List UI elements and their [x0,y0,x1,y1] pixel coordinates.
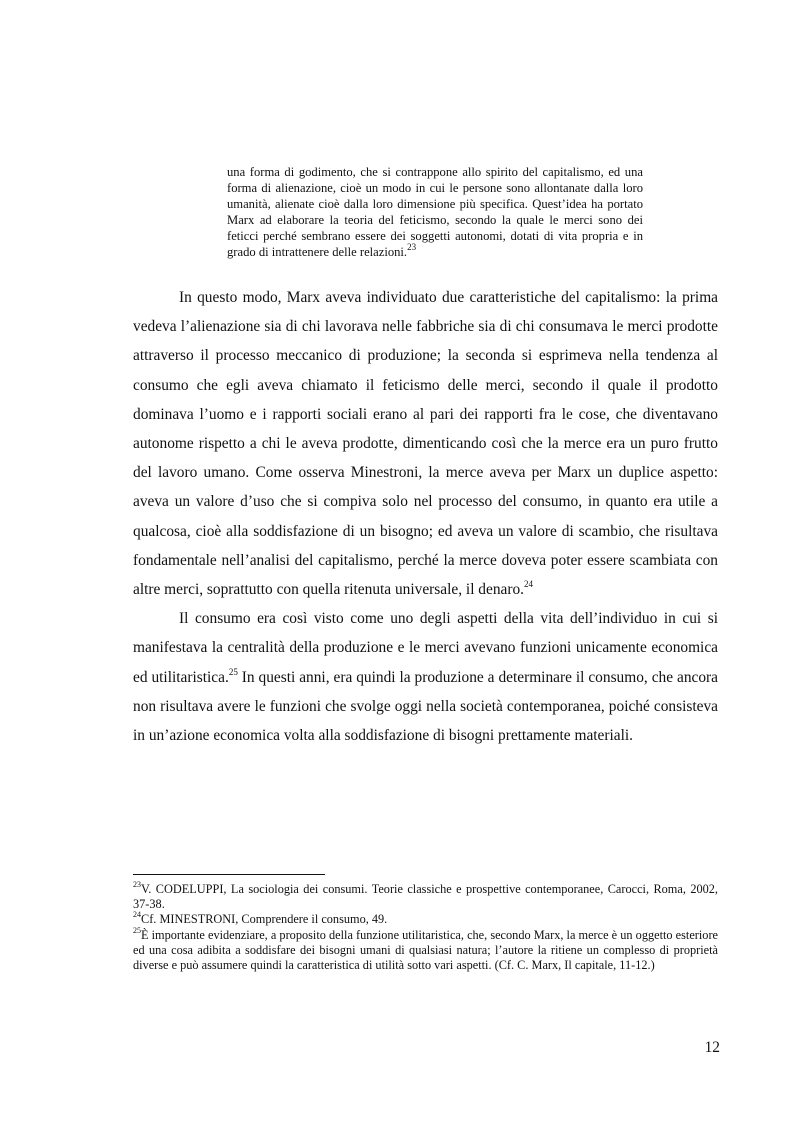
paragraph-1-text: In questo modo, Marx aveva individuato due caratteristiche del capitalismo: la prima vedeva l’alienazione sia di chi lavorava nelle fabbriche sia di chi consumava le merci prodotte attraverso il processo meccanico di produzione; la seconda si esprimeva nella tendenza al consumo che egli aveva chiamato il feticismo delle merci, secondo il quale il prodotto dominava l’uomo e i rapporti sociali erano al pari dei rapporti fra le cose, che diventavano autonome rispetto a chi le aveva prodotte, dimenticando così che la merce era un puro frutto del lavoro umano. Come osserva Minestroni, la merce aveva per Marx un duplice aspetto: aveva un valore d’uso che si compiva solo nel processo del consumo, in quanto era utile a qualcosa, cioè alla soddisfazione di un bisogno; ed aveva un valore di scambio, che risultava fondamentale nell’analisi del capitalismo, perché la merce doveva poter essere scambiata con altre merci, soprattutto con quella ritenuta universale, il denaro. [133,289,718,599]
footnotes [133,879,718,973]
footnote-ref-24[interactable]: 24 [524,578,534,589]
footnote-number: 24 [133,910,141,920]
footnote-24 [133,912,718,927]
footnote-separator [133,874,325,875]
footnote-ref-25[interactable]: 25 [228,666,238,677]
footnote-ref-23[interactable]: 23 [407,241,417,252]
footnote-number: 25 [133,925,141,935]
block-quote-text [227,164,643,260]
paragraph-1 [133,283,718,604]
paragraph-2-text-after: In questi anni, era quindi la produzione a determinare il consumo, che ancora non risultava avere le funzioni che svolge oggi nella società contemporanea, poiché consisteva in un’azione economica volta alla soddisfazione di bisogni prettamente materiali. [133,668,719,745]
quote-body: una forma di godimento, che si contrappone allo spirito del capitalismo, ed una forma di alienazione, cioè un modo in cui le persone sono allontanate dalla loro umanità, alienate cioè dalla loro dimensione più specifica. Quest’idea ha portato Marx ad elaborare la teoria del feticismo, secondo la quale le merci sono dei feticci perché sembrano essere dei soggetti autonomi, dotati di vita propria e in grado di intrattenere delle relazioni. [227,165,643,259]
paragraph-2-text-before: Il consumo era così visto come uno degli aspetti della vita dell’individuo in cui si manifestava la centralità della produzione e le merci avevano funzioni unicamente economica ed utilitaristica. [133,610,718,686]
footnote-23 [133,879,718,912]
footnote-number: 23 [133,879,141,889]
footnote-text: Cf. MINESTRONI, Comprendere il consumo, 49. [141,912,388,927]
main-text [133,283,718,750]
footnote-text: V. CODELUPPI, La sociologia dei consumi. Teorie classiche e prospettive contemporanee, Carocci, Roma, 2002, 37-38. [133,882,718,912]
page-number: 12 [704,1039,720,1056]
footnote-text: È importante evidenziare, a proposito della funzione utilitaristica, che, secondo Marx, la merce è un oggetto esteriore ed una cosa adibita a soddisfare dei bisogni umani di qualsiasi natura; l’autore la ritiene un complesso di proprietà diverse e può assumere quindi la caratteristica di utilità sotto vari aspetti. (Cf. C. Marx, Il capitale, 11-12.) [133,927,718,973]
footnote-25 [133,925,718,974]
block-quote [227,164,643,260]
paragraph-2 [133,604,718,750]
